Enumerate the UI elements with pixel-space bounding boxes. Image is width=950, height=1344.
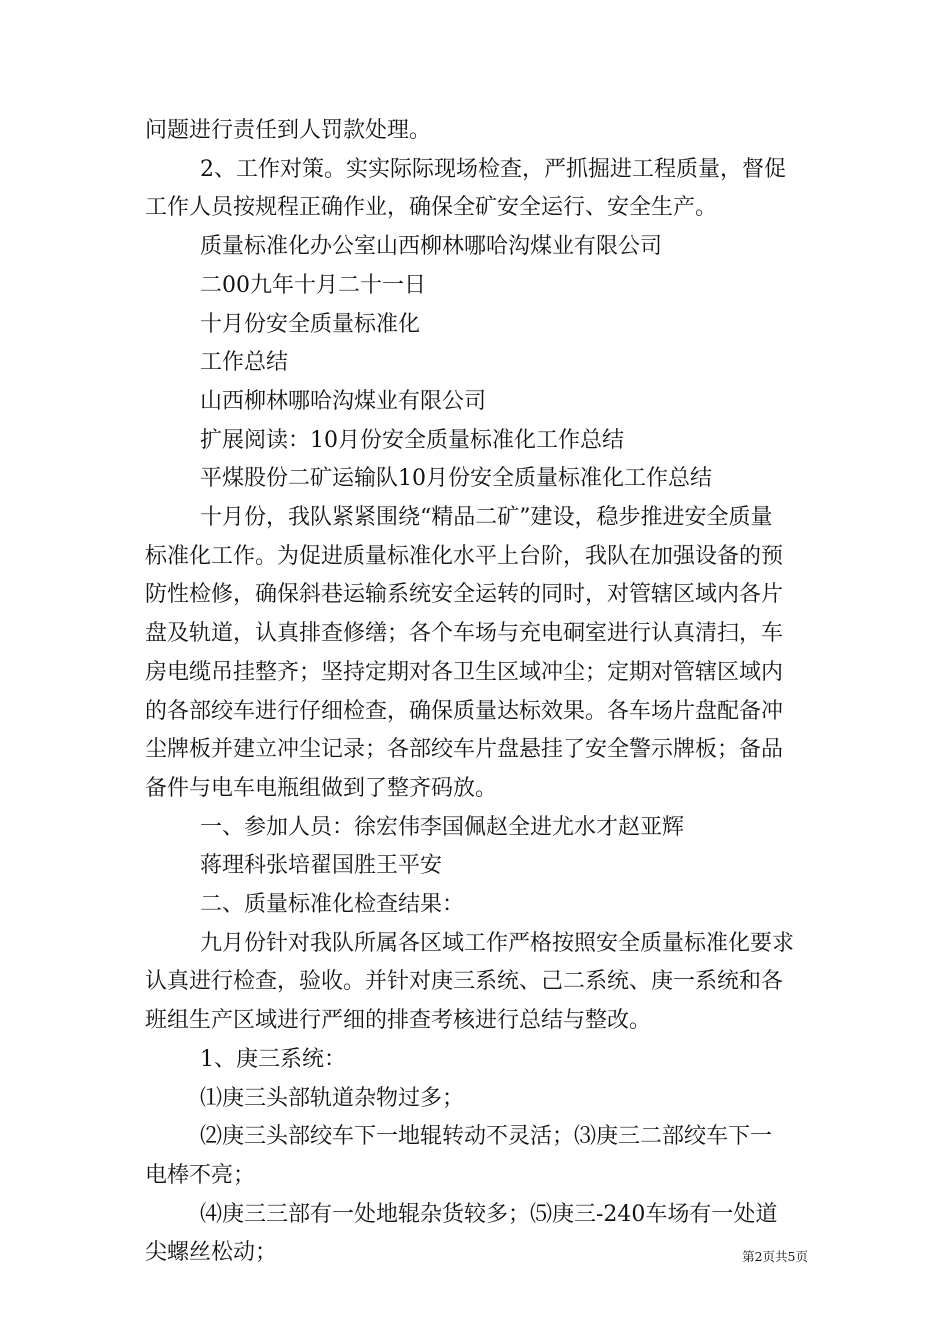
text-line: 二00九年十月二十一日 <box>200 272 426 298</box>
text-line: 蒋理科张培翟国胜王平安 <box>200 853 443 879</box>
text-line: 备件与电车电瓶组做到了整齐码放。 <box>145 775 498 801</box>
text-line: 平煤股份二矿运输队10月份安全质量标准化工作总结 <box>200 466 712 492</box>
text-line: 尖螺丝松动； <box>145 1240 278 1266</box>
text-line: 二、质量标准化检查结果： <box>200 892 465 918</box>
text-line: 电棒不亮； <box>145 1162 256 1188</box>
text-line: 防性检修，确保斜巷运输系统安全运转的同时，对管辖区域内各片 <box>145 582 784 608</box>
text-line: 认真进行检查，验收。并针对庚三系统、己二系统、庚一系统和各 <box>145 969 784 995</box>
text-line: 尘牌板并建立冲尘记录；各部绞车片盘悬挂了安全警示牌板；备品 <box>145 737 784 763</box>
text-line: 问题进行责任到人罚款处理。 <box>145 118 432 143</box>
text-line: 一、参加人员：徐宏伟李国佩赵全进尤水才赵亚辉 <box>200 814 685 840</box>
text-line: 质量标准化办公室山西柳林哪哈沟煤业有限公司 <box>200 234 663 260</box>
text-line: 十月份，我队紧紧围绕“精品二矿”建设，稳步推进安全质量 <box>200 505 773 531</box>
text-line: 1、庚三系统： <box>200 1046 346 1072</box>
text-line: 工作人员按规程正确作业，确保全矿安全运行、安全生产。 <box>145 195 718 221</box>
text-line: 九月份针对我队所属各区域工作严格按照安全质量标准化要求 <box>200 930 795 956</box>
text-line: ⑴庚三头部轨道杂物过多； <box>200 1085 465 1111</box>
text-line: 标准化工作。为促进质量标准化水平上台阶，我队在加强设备的预 <box>145 543 784 569</box>
text-line: 工作总结 <box>200 350 289 376</box>
text-line: 山西柳林哪哈沟煤业有限公司 <box>200 388 487 414</box>
document-body <box>145 112 810 1273</box>
page-number-footer: 第2页共5页 <box>742 1249 808 1264</box>
text-line: ⑷庚三三部有一处地辊杂货较多；⑸庚三-240车场有一处道 <box>200 1201 778 1227</box>
text-line: 扩展阅读：10月份安全质量标准化工作总结 <box>200 427 624 453</box>
text-line: 班组生产区域进行严细的排查考核进行总结与整改。 <box>145 1008 652 1034</box>
text-line: 房电缆吊挂整齐；坚持定期对各卫生区域冲尘；定期对管辖区域内 <box>145 659 784 685</box>
text-line: 盘及轨道，认真排查修缮；各个车场与充电硐室进行认真清扫，车 <box>145 621 784 647</box>
text-line: ⑵庚三头部绞车下一地辊转动不灵活；⑶庚三二部绞车下一 <box>200 1124 773 1150</box>
text-line: 十月份安全质量标准化 <box>200 311 421 337</box>
text-line: 的各部绞车进行仔细检查，确保质量达标效果。各车场片盘配备冲 <box>145 698 784 724</box>
text-line: 2、工作对策。实实际际现场检查，严抓掘进工程质量，督促 <box>200 156 786 182</box>
